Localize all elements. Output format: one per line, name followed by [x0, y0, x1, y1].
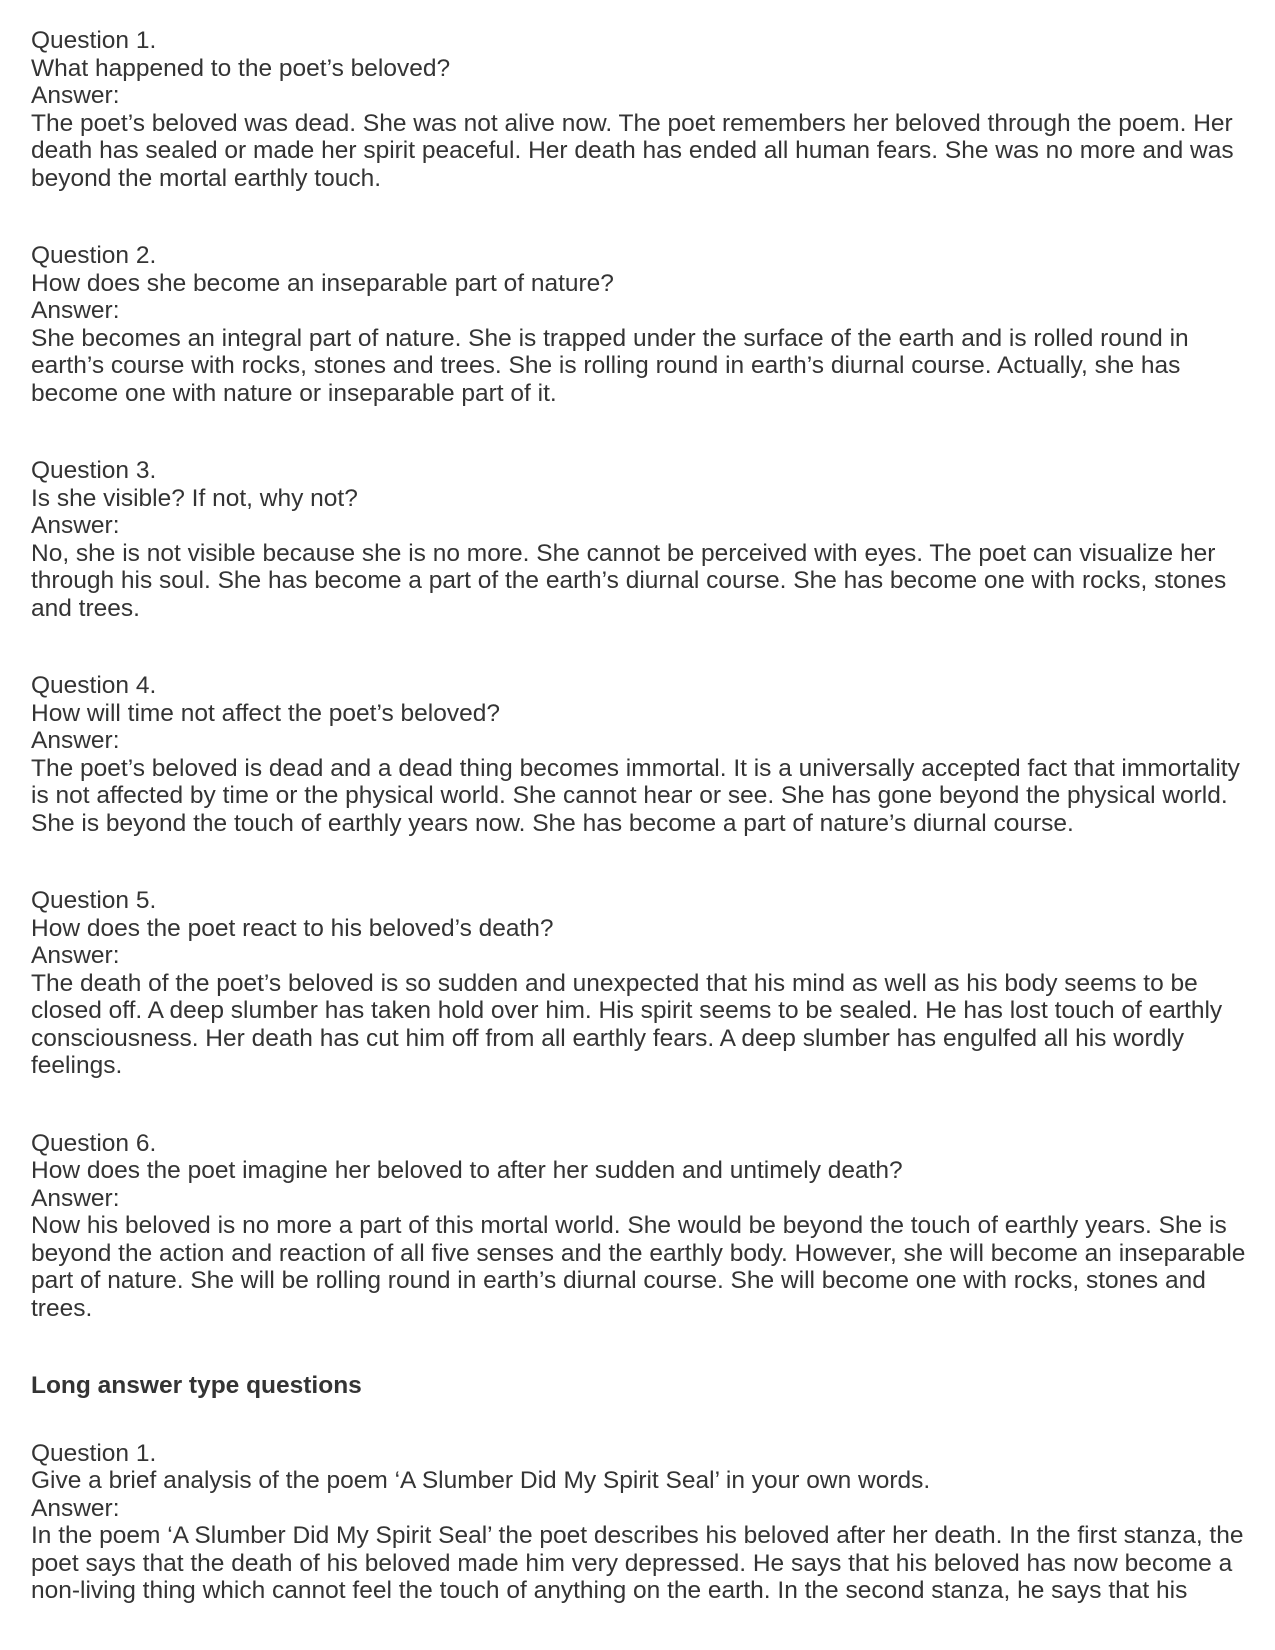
question-text: Give a brief analysis of the poem ‘A Slumber Did My Spirit Seal’ in your own words. [31, 1467, 931, 1494]
answer-text: No, she is not visible because she is no more. She cannot be perceived with eyes. The poet can visualize her through his soul. She has become a part of the earth’s diurnal course. She has become one with rocks, stones and trees. [31, 539, 1227, 622]
document-content [31, 27, 1261, 1605]
answer-text: In the poem ‘A Slumber Did My Spirit Seal’ the poet describes his beloved after her death. In the first stanza, the poet says that the death of his beloved made him very depressed. He says that his beloved has now become a non-living thing which cannot feel the touch of anything on the earth. In the second stanza, he says that his [31, 1522, 1244, 1604]
short-answer-section [31, 27, 1261, 1322]
answer-label: Answer: [31, 82, 120, 109]
question-text: How will time not affect the poet’s beloved? [31, 699, 500, 727]
answer-label: Answer: [31, 942, 120, 969]
qa-block [31, 1440, 1261, 1605]
question-text: How does the poet imagine her beloved to after her sudden and untimely death? [31, 1157, 903, 1184]
qa-block [31, 457, 1261, 622]
question-number: Question 6. [31, 1129, 157, 1157]
question-number: Question 3. [31, 457, 157, 484]
answer-text: The poet’s beloved was dead. She was not alive now. The poet remembers her beloved through the poem. Her death has sealed or made her spirit peaceful. Her death has ended all human fears. She was no more and was beyond the mortal earthly touch. [31, 109, 1234, 192]
answer-label: Answer: [31, 297, 120, 324]
question-number: Question 1. [31, 1439, 157, 1467]
question-text: How does she become an inseparable part of nature? [31, 269, 614, 297]
question-text: How does the poet react to his beloved’s death? [31, 914, 554, 942]
section-heading: Long answer type questions [31, 1372, 362, 1399]
answer-text: She becomes an integral part of nature. She is trapped under the surface of the earth and is rolled round in earth’s course with rocks, stones and trees. She is rolling round in earth’s diurnal course. Actually, she has become one with nature or inseparable part of it. [31, 324, 1189, 407]
question-text: What happened to the poet’s beloved? [31, 54, 451, 82]
qa-block [31, 27, 1261, 192]
question-number: Question 1. [31, 27, 157, 54]
long-answer-section [31, 1440, 1261, 1605]
qa-block [31, 672, 1261, 837]
question-text: Is she visible? If not, why not? [31, 484, 358, 512]
answer-text: Now his beloved is no more a part of this mortal world. She would be beyond the touch of earthly years. She is beyond the action and reaction of all five senses and the earthly body. However, she will become an inseparable part of nature. She will be rolling round in earth’s diurnal course. She will become one with rocks, stones and trees. [31, 1212, 1246, 1322]
question-number: Question 4. [31, 672, 157, 699]
answer-label: Answer: [31, 1184, 120, 1212]
question-number: Question 5. [31, 887, 157, 914]
answer-label: Answer: [31, 1494, 120, 1522]
qa-block [31, 242, 1261, 407]
answer-label: Answer: [31, 512, 120, 539]
answer-label: Answer: [31, 727, 120, 754]
qa-block [31, 887, 1261, 1080]
qa-block [31, 1130, 1261, 1323]
answer-text: The poet’s beloved is dead and a dead thing becomes immortal. It is a universally accepted fact that immortality is not affected by time or the physical world. She cannot hear or see. She has gone beyond the physical world. She is beyond the touch of earthly years now. She has become a part of nature’s diurnal course. [31, 754, 1240, 837]
answer-text: The death of the poet’s beloved is so sudden and unexpected that his mind as well as his body seems to be closed off. A deep slumber has taken hold over him. His spirit seems to be sealed. He has lost touch of earthly consciousness. Her death has cut him off from all earthly fears. A deep slumber has engulfed all his wordly feelings. [31, 969, 1223, 1079]
question-number: Question 2. [31, 242, 157, 269]
